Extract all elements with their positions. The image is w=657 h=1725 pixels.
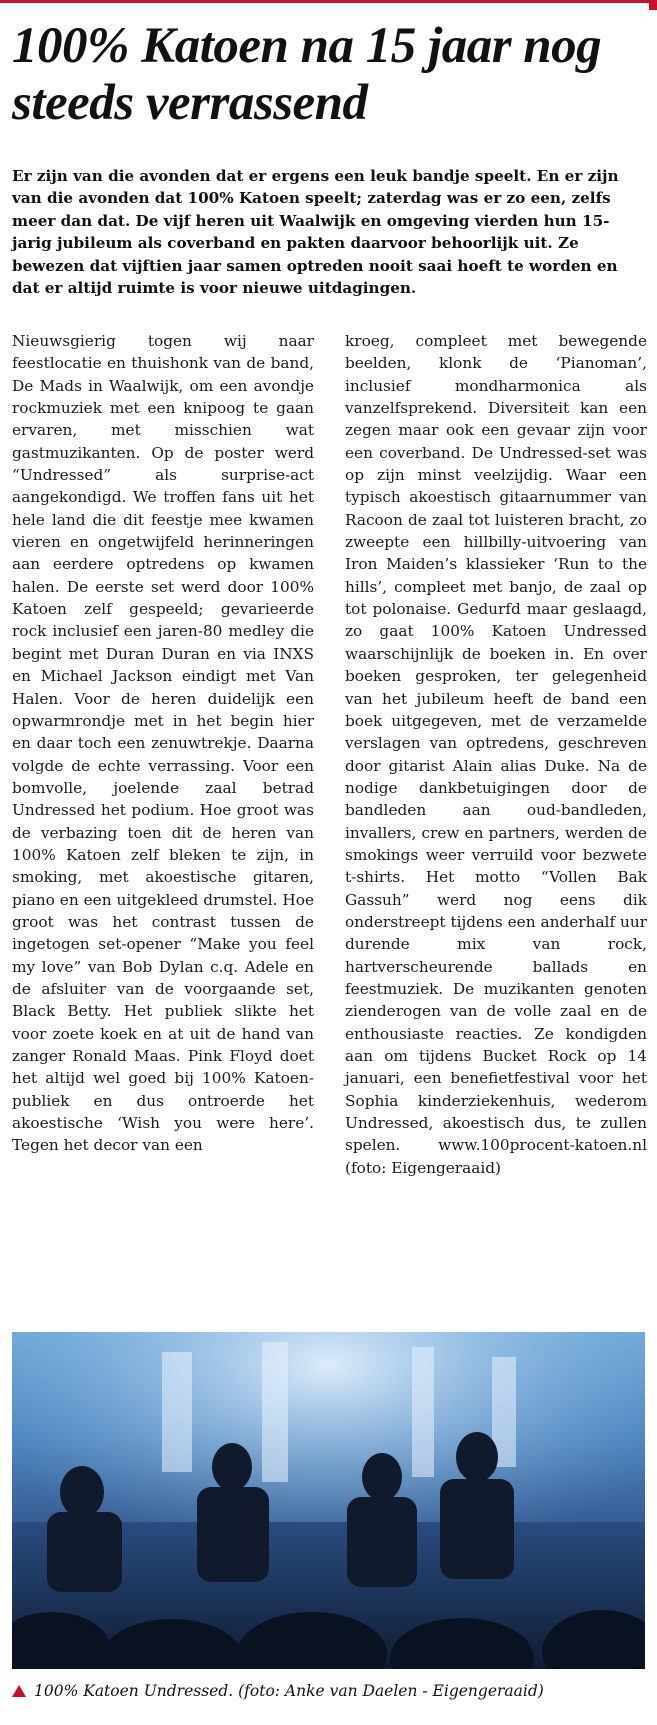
caption-triangle-icon xyxy=(12,1685,26,1697)
body-column-2: kroeg, compleet met bewegende beelden, klonk de ‘Pianoman’, inclusief mondharmonica als vanzelfsprekend. Diversiteit kan een zegen maar ook een gevaar zijn voor een coverband. De Undressed-set was op zijn minst veelzijdig. Waar een typisch akoestisch gitaarnummer van Racoon de zaal tot luisteren bracht, zo zweepte een hillbilly-uitvoering van Iron Maiden’s klassieker ‘Run to the hills’, compleet met banjo, de zaal op tot polonaise. Gedurfd maar geslaagd, zo gaat 100% Katoen Undressed waarschijnlijk de boeken in. En over boeken gesproken, ter gelegenheid van het jubileum heeft de band een boek uitgegeven, met de verzamelde verslagen van optredens, geschreven door gitarist Alain alias Duke. Na de nodige dankbetuigingen door de bandleden aan oud-bandleden, invallers, crew en partners, werden de smokings weer verruild voor bezwete t-shirts. Het motto “Vollen Bak Gassuh” werd nog eens dik onderstreept tijdens een anderhalf uur durende mix van rock, hartverscheurende ballads en feestmuziek. De muzikanten genoten zienderogen van de volle zaal en de enthousiaste reacties. Ze kondigden aan om tijdens Bucket Rock op 14 januari, een benefietfestival voor het Sophia kinderziekenhuis, wederom Undressed, akoestisch dus, te zullen spelen. www.100procent-katoen.nl (foto: Eigengeraaid) xyxy=(345,332,647,1177)
top-accent-rule xyxy=(0,0,657,3)
concert-photo xyxy=(12,1332,645,1669)
body-columns xyxy=(12,330,647,1179)
body-column-1: Nieuwsgierig togen wij naar feestlocatie en thuishonk van de band, De Mads in Waalwijk, om een avondje rockmuziek met een knipoog te gaan ervaren, met misschien wat gastmuzikanten. Op de poster werd “Undressed” als surprise-act aangekondigd. We troffen fans uit het hele land die dit feestje mee kwamen vieren en ongetwijfeld herinneringen aan eerdere optredens op kwamen halen. De eerste set werd door 100% Katoen zelf gespeeld; gevarieerde rock inclusief een jaren-80 medley die begint met Duran Duran en via INXS en Michael Jackson eindigt met Van Halen. Voor de heren duidelijk een opwarmrondje met in het begin hier en daar toch een zenuwtrekje. Daarna volgde de echte verrassing. Voor een bomvolle, joelende zaal betrad Undressed het podium. Hoe groot was de verbazing toen dit de heren van 100% Katoen zelf bleken te zijn, in smoking, met akoestische gitaren, piano en een uitgekleed drumstel. Hoe groot was het contrast tussen de ingetogen set-opener “Make you feel my love” van Bob Dylan c.q. Adele en de afsluiter van de voorgaande set, Black Betty. Het publiek slikte het voor zoete koek en at uit de hand van zanger Ronald Maas. Pink Floyd doet het altijd wel goed bij 100% Katoen-publiek en dus ontroerde het akoestische ‘Wish you were here’. Tegen het decor van een xyxy=(12,332,314,1155)
corner-accent xyxy=(649,0,657,10)
lead-paragraph: Er zijn van die avonden dat er ergens een leuk bandje speelt. En er zijn van die avonden dat 100% Katoen speelt; zaterdag was er zo een, zelfs meer dan dat. De vijf heren uit Waalwijk en omgeving vierden hun 15-jarig jubileum als coverband en pakten daarvoor behoorlijk uit. Ze bewezen dat vijftien jaar samen optreden nooit saai hoeft te worden en dat er altijd ruimte is voor nieuwe uitdagingen. xyxy=(12,167,619,298)
headline: 100% Katoen na 15 jaar nog steeds verrassend xyxy=(12,18,602,131)
photo-caption xyxy=(12,1680,645,1702)
caption-text: 100% Katoen Undressed. (foto: Anke van Daelen - Eigengeraaid) xyxy=(34,1682,544,1700)
